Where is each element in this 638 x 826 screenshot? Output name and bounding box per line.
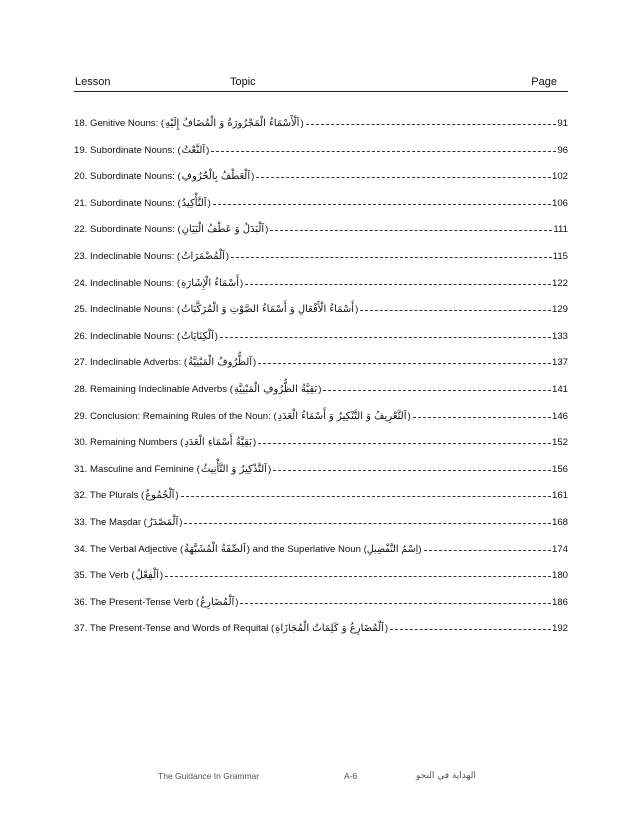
toc-entry-arabic: اَلْأَسْمَاءُ الْمَجْرُورَةُ وَ الْمُضَافُ إِلَيْهِ	[165, 118, 300, 129]
toc-leader-line	[413, 417, 551, 418]
toc-leader-line	[181, 496, 551, 497]
toc-row	[74, 517, 568, 544]
toc-entry-title-end: )	[214, 330, 218, 342]
toc-entry-title-end: ) and the Superlative Noun (اِسْمُ التَّفْضِيلِ)	[246, 543, 422, 555]
toc-page-number: 122	[551, 277, 568, 289]
toc-row	[74, 357, 568, 384]
toc-leader-line	[240, 603, 551, 604]
toc-row	[74, 304, 568, 331]
toc-entry-title-end: )	[384, 623, 389, 635]
footer-arabic-title: الهداية في النحو	[416, 771, 476, 781]
toc-entry-arabic: أَسْمَاءُ الْأَفْعَالِ وَ أَسْمَاءُ الصَّوْتِ وَ الْمُرَكَّبَاتُ	[181, 304, 355, 316]
toc-page-number: 91	[557, 118, 568, 129]
table-header	[74, 75, 568, 92]
table-of-contents	[74, 118, 568, 650]
toc-page-number: 111	[553, 224, 568, 236]
toc-row	[74, 171, 568, 198]
topic-column-header: Topic	[230, 76, 256, 88]
toc-entry-title-end: )	[225, 250, 230, 262]
toc-entry-title-end: )	[235, 596, 239, 608]
page-footer	[0, 771, 638, 785]
toc-entry-title: 27. Indeclinable Adverbs: (	[74, 357, 188, 369]
toc-page-number: 156	[551, 463, 568, 475]
toc-entry-title-end: )	[252, 437, 257, 449]
toc-page-number: 180	[551, 570, 568, 582]
toc-page-number: 168	[551, 516, 568, 528]
toc-entry-arabic: اَلْبَدَلُ وَ عَطْفُ الْبَيَانِ	[181, 224, 265, 236]
toc-entry-arabic: اَلْمُضْمَرَاتُ	[181, 250, 225, 262]
toc-entry-title: 30. Remaining Numbers (	[74, 437, 184, 449]
toc-row	[74, 278, 568, 305]
toc-entry-arabic: اَلصِّفَةُ الْمُشَبَّهَةُ	[184, 543, 246, 555]
toc-entry-title-end: )	[206, 144, 210, 156]
toc-entry-title: 19. Subordinate Nouns: (	[74, 144, 181, 156]
toc-page-number: 133	[551, 330, 568, 342]
toc-entry-arabic: بَقِيَّةُ أَسْمَاءِ الْعَدَدِ	[184, 437, 252, 449]
toc-entry-title: 18. Genitive Nouns: (	[74, 118, 165, 129]
toc-entry-arabic: اَلْكِنَايَاتُ	[181, 330, 214, 342]
toc-entry-arabic: أَسْمَاءُ الْإِشَارَةِ	[181, 277, 239, 289]
toc-page-number: 146	[551, 410, 568, 422]
toc-page-number: 129	[551, 304, 568, 316]
toc-entry-title: 24. Indeclinable Nouns: (	[74, 277, 181, 289]
toc-leader-line	[256, 177, 551, 178]
toc-entry-arabic: بَقِيَّةُ الظُّرُوفِ الْمَبْنِيَّةِ	[233, 383, 318, 395]
toc-entry-arabic: اَلْمُضَارِعُ	[200, 596, 235, 608]
toc-entry-title-end: )	[159, 570, 164, 582]
toc-page-number: 106	[551, 197, 568, 209]
toc-row	[74, 224, 568, 251]
toc-page-number: 174	[551, 543, 568, 555]
toc-entry-title-end: )	[179, 516, 183, 528]
toc-leader-line	[273, 470, 551, 471]
toc-row	[74, 597, 568, 624]
toc-leader-line	[184, 523, 551, 524]
toc-row	[74, 145, 568, 172]
toc-entry-title: 20. Subordinate Nouns: (	[74, 171, 181, 183]
toc-leader-line	[390, 629, 551, 630]
toc-entry-title: 28. Remaining Indeclinable Adverbs (	[74, 383, 233, 395]
toc-entry-arabic: اَلْعَطْفُ بِالْحُرُوفِ	[181, 171, 251, 183]
page-column-header: Page	[531, 76, 557, 88]
toc-entry-arabic: اَلْمَصْدَرُ	[147, 516, 179, 528]
toc-page-number: 192	[551, 623, 568, 635]
toc-row	[74, 251, 568, 278]
toc-row	[74, 437, 568, 464]
toc-leader-line	[231, 257, 552, 258]
toc-entry-title: 31. Masculine and Feminine (	[74, 463, 200, 475]
toc-leader-line	[270, 230, 552, 231]
toc-entry-title-end: )	[239, 277, 244, 289]
toc-leader-line	[245, 284, 551, 285]
toc-row	[74, 570, 568, 597]
toc-leader-line	[213, 204, 551, 205]
toc-page-number: 152	[551, 437, 568, 449]
toc-leader-line	[258, 363, 551, 364]
toc-row	[74, 464, 568, 491]
toc-leader-line	[258, 443, 551, 444]
toc-page-number: 186	[551, 596, 568, 608]
toc-entry-title: 37. The Present-Tense and Words of Requital (	[74, 623, 275, 635]
toc-leader-line	[360, 310, 551, 311]
toc-entry-title: 29. Conclusion: Remaining Rules of the Noun: (	[74, 410, 277, 422]
toc-entry-title-end: )	[175, 490, 179, 502]
toc-entry-title-end: )	[267, 463, 272, 475]
toc-row	[74, 118, 568, 145]
toc-row	[74, 198, 568, 225]
toc-entry-title-end: )	[265, 224, 269, 236]
toc-entry-title-end: )	[251, 171, 255, 183]
toc-page-number: 141	[551, 383, 568, 395]
toc-entry-arabic: اَلْفِعْلُ	[135, 570, 159, 582]
toc-entry-arabic: اَلْمُضَارِعُ وَ كَلِمَاتُ الْمُجَازَاةِ	[275, 623, 384, 635]
toc-page-number: 137	[551, 357, 568, 369]
toc-entry-title: 36. The Present-Tense Verb (	[74, 596, 200, 608]
toc-entry-title-end: )	[207, 197, 211, 209]
toc-entry-title-end: )	[355, 304, 359, 316]
toc-row	[74, 331, 568, 358]
toc-leader-line	[306, 124, 557, 125]
footer-book-title: The Guidance In Grammar	[158, 771, 260, 781]
toc-entry-title-end: )	[407, 410, 411, 422]
toc-entry-arabic: اَلنَّعْتُ	[181, 144, 206, 156]
toc-entry-title: 22. Subordinate Nouns: (	[74, 224, 181, 236]
toc-entry-title: 25. Indeclinable Nouns: (	[74, 304, 181, 316]
toc-entry-arabic: اَلتَّعْرِيفُ وَ التَّنْكِيرُ وَ أَسْمَاءُ الْعَدَدِ	[277, 410, 407, 422]
toc-entry-arabic: اَلتَّأْكِيدُ	[181, 197, 207, 209]
toc-leader-line	[165, 576, 551, 577]
toc-entry-arabic: اَلظُّرُوفُ الْمَبْنِيَّةُ	[188, 357, 253, 369]
toc-row	[74, 544, 568, 571]
toc-leader-line	[220, 337, 551, 338]
toc-entry-arabic: اَلْجُمُوعُ	[145, 490, 175, 502]
toc-row	[74, 623, 568, 650]
toc-leader-line	[424, 550, 551, 551]
toc-row	[74, 411, 568, 438]
toc-entry-arabic: اَلتَّذْكِيرُ وَ التَّأْنِيثُ	[200, 463, 267, 475]
toc-entry-title: 23. Indeclinable Nouns: (	[74, 250, 181, 262]
toc-row	[74, 384, 568, 411]
toc-entry-title: 32. The Plurals (	[74, 490, 145, 502]
toc-entry-title: 35. The Verb (	[74, 570, 135, 582]
lesson-column-header: Lesson	[75, 76, 111, 88]
toc-leader-line	[323, 390, 551, 391]
toc-row	[74, 490, 568, 517]
toc-entry-title: 26. Indeclinable Nouns: (	[74, 330, 181, 342]
toc-page-number: 96	[557, 144, 568, 156]
toc-leader-line	[211, 151, 556, 152]
toc-entry-title-end: )	[300, 118, 304, 129]
toc-entry-title: 34. The Verbal Adjective (	[74, 543, 184, 555]
toc-entry-title-end: )	[318, 383, 322, 395]
toc-entry-title: 33. The Maṣdar (	[74, 516, 147, 528]
footer-page-number: A-6	[344, 771, 358, 781]
toc-entry-title-end: )	[253, 357, 257, 369]
toc-entry-title: 21. Subordinate Nouns: (	[74, 197, 181, 209]
toc-page-number: 115	[552, 250, 568, 262]
toc-page-number: 161	[551, 490, 568, 502]
toc-page-number: 102	[551, 171, 568, 183]
